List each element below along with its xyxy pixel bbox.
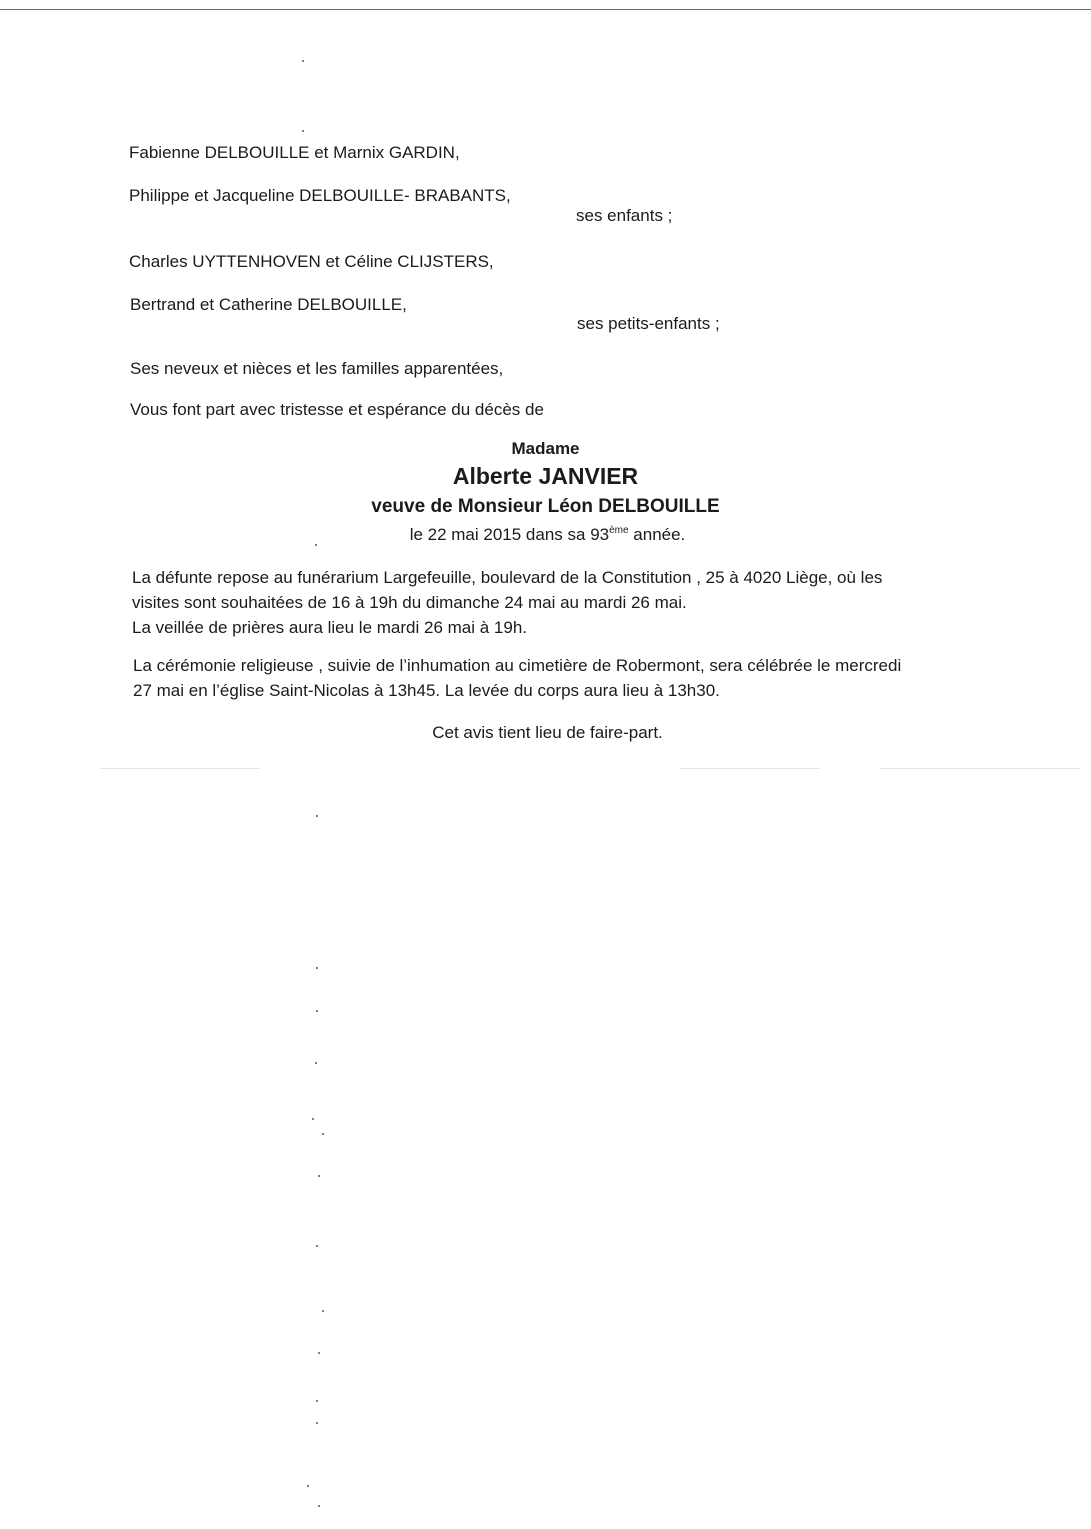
scan-speck (316, 1400, 318, 1402)
relatives-line: Ses neveux et nièces et les familles apparentées, (130, 359, 504, 378)
closing-line: Cet avis tient lieu de faire-part. (432, 723, 663, 742)
death-date-line (0, 525, 1091, 545)
scan-speck (318, 1352, 320, 1354)
ceremony-line-1: La cérémonie religieuse , suivie de l’inhumation au cimetière de Robermont, sera célébrée le mercredi (133, 656, 902, 675)
scan-speck (322, 1310, 324, 1312)
children-label: ses enfants ; (576, 206, 673, 225)
visit-line-3: La veillée de prières aura lieu le mardi 26 mai à 19h. (132, 618, 528, 637)
scan-speck (316, 1010, 318, 1012)
grandchildren-label: ses petits-enfants ; (577, 314, 720, 333)
scan-speck (318, 1175, 320, 1177)
scan-speck (315, 1062, 317, 1064)
scan-fold-mark (100, 768, 260, 769)
ceremony-paragraph (133, 653, 901, 703)
scan-speck (312, 1118, 314, 1120)
scan-fold-mark (880, 768, 1080, 769)
visit-paragraph (132, 565, 882, 640)
ordinal-suffix: ème (609, 525, 629, 536)
scan-speck (302, 60, 304, 62)
announcement-line: Vous font part avec tristesse et espérance du décès de (130, 400, 544, 419)
scan-speck (316, 1245, 318, 1247)
scan-speck (315, 544, 317, 546)
death-date-prefix: le 22 mai 2015 dans sa 93 (409, 525, 610, 544)
widow-of-line: veuve de Monsieur Léon DELBOUILLE (371, 496, 720, 517)
scan-top-border (0, 9, 1091, 10)
scan-speck (318, 1505, 320, 1507)
scan-speck (322, 1133, 324, 1135)
scan-speck (316, 815, 318, 817)
visit-line-2: visites sont souhaitées de 16 à 19h du dimanche 24 mai au mardi 26 mai. (132, 593, 687, 612)
grandchild-line-2: Bertrand et Catherine DELBOUILLE, (130, 295, 407, 314)
visit-line-1: La défunte repose au funérarium Largefeuille, boulevard de la Constitution , 25 à 4020 Liège, où les (132, 568, 883, 587)
deceased-title: Madame (511, 439, 580, 458)
scan-fold-mark (680, 768, 820, 769)
grandchild-line-1: Charles UYTTENHOVEN et Céline CLIJSTERS, (129, 252, 494, 271)
child-line-1: Fabienne DELBOUILLE et Marnix GARDIN, (129, 143, 460, 162)
scan-speck (307, 1485, 309, 1487)
deceased-name: Alberte JANVIER (452, 463, 639, 489)
death-date-suffix: année. (628, 525, 686, 544)
child-line-2: Philippe et Jacqueline DELBOUILLE- BRABANTS, (129, 186, 511, 205)
scan-speck (302, 130, 304, 132)
scan-speck (316, 1422, 318, 1424)
scan-speck (316, 967, 318, 969)
ceremony-line-2: 27 mai en l’église Saint-Nicolas à 13h45. La levée du corps aura lieu à 13h30. (133, 681, 720, 700)
